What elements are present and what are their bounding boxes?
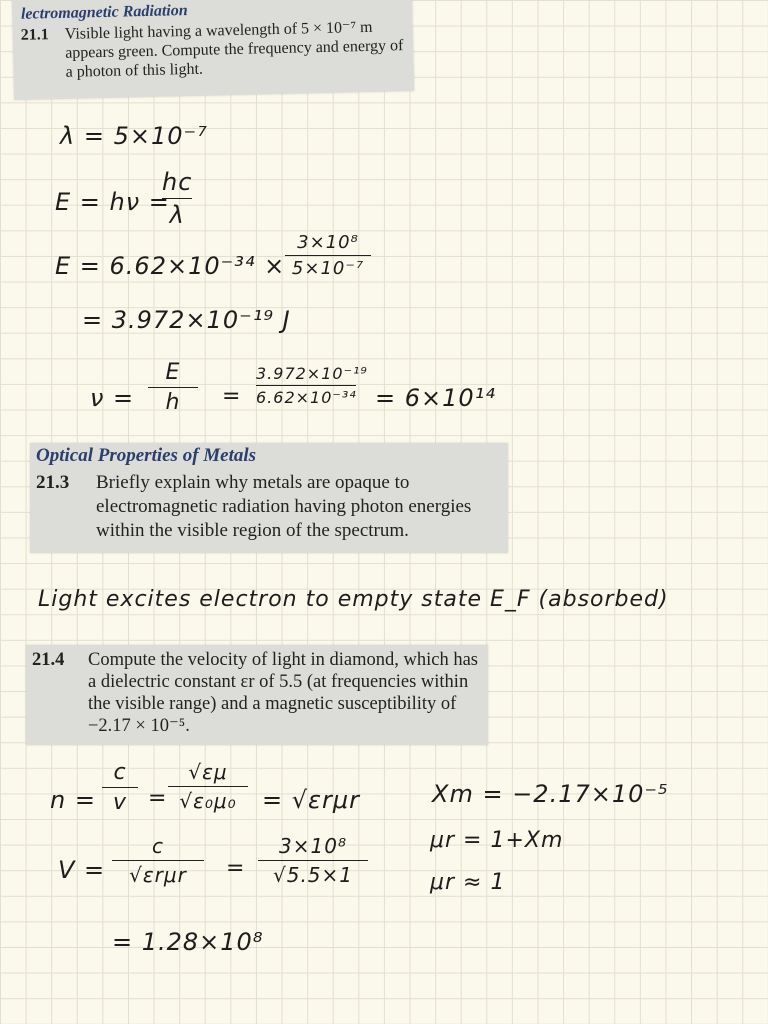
velocity-fraction-2: 3×10⁸ √5.5×1	[258, 834, 368, 887]
section-heading: Optical Properties of Metals	[36, 445, 257, 466]
metals-answer: Light excites electron to empty state E_F (absorbed)	[38, 587, 669, 612]
permeability-eq: μr = 1+Xm	[430, 828, 564, 853]
problem-number: 21.3	[36, 472, 70, 493]
problem-number: 21.1	[20, 26, 49, 44]
refractive-fraction-1: c v	[102, 760, 138, 815]
frequency-fraction-2: 3.972×10⁻¹⁹ 6.62×10⁻³⁴	[256, 364, 368, 407]
frequency-left: ν =	[90, 384, 135, 412]
frequency-equals: =	[222, 384, 242, 409]
permeability-approx: μr ≈ 1	[430, 870, 506, 895]
energy-calc-left: E = 6.62×10⁻³⁴ ×	[55, 252, 286, 280]
lambda-equation: λ = 5×10⁻⁷	[60, 122, 208, 150]
problem-21-1-clip	[12, 0, 414, 100]
problem-text: Compute the velocity of light in diamond, which has a dielectric constant εr of 5.5 (at frequencies within the visible range) and a magnetic susceptibility of −2.17 × 10⁻⁵.	[88, 650, 478, 736]
section-heading: lectromagnetic Radiation	[20, 2, 188, 23]
problem-21-4-clip	[26, 645, 488, 745]
refractive-equals-1: =	[148, 786, 168, 811]
energy-result: = 3.972×10⁻¹⁹ J	[82, 306, 291, 334]
susceptibility-eq: Xm = −2.17×10⁻⁵	[432, 780, 669, 808]
energy-formula-fraction: hc λ	[162, 168, 193, 229]
velocity-equals: =	[226, 856, 246, 881]
problem-21-3-clip	[30, 443, 508, 553]
problem-number: 21.4	[32, 650, 65, 670]
energy-formula-left: E = hν =	[55, 188, 170, 216]
velocity-fraction-1: c √εrμr	[112, 834, 204, 887]
refractive-fraction-2: √εμ √ε₀μ₀	[168, 760, 248, 813]
refractive-result: = √εrμr	[262, 786, 361, 814]
refractive-index-left: n =	[50, 786, 96, 814]
problem-text: Briefly explain why metals are opaque to electromagnetic radiation having photon energies within the visible region of the spectrum.	[96, 472, 472, 541]
frequency-result: = 6×10¹⁴	[375, 384, 496, 412]
frequency-fraction-1: E h	[148, 360, 198, 415]
problem-text: Visible light having a wavelength of 5 × 10⁻⁷ m appears green. Compute the frequency and energy of a photon of this light.	[64, 18, 404, 81]
velocity-result: = 1.28×10⁸	[112, 928, 264, 956]
velocity-left: V =	[58, 856, 106, 884]
energy-calc-fraction: 3×10⁸ 5×10⁻⁷	[285, 232, 371, 279]
